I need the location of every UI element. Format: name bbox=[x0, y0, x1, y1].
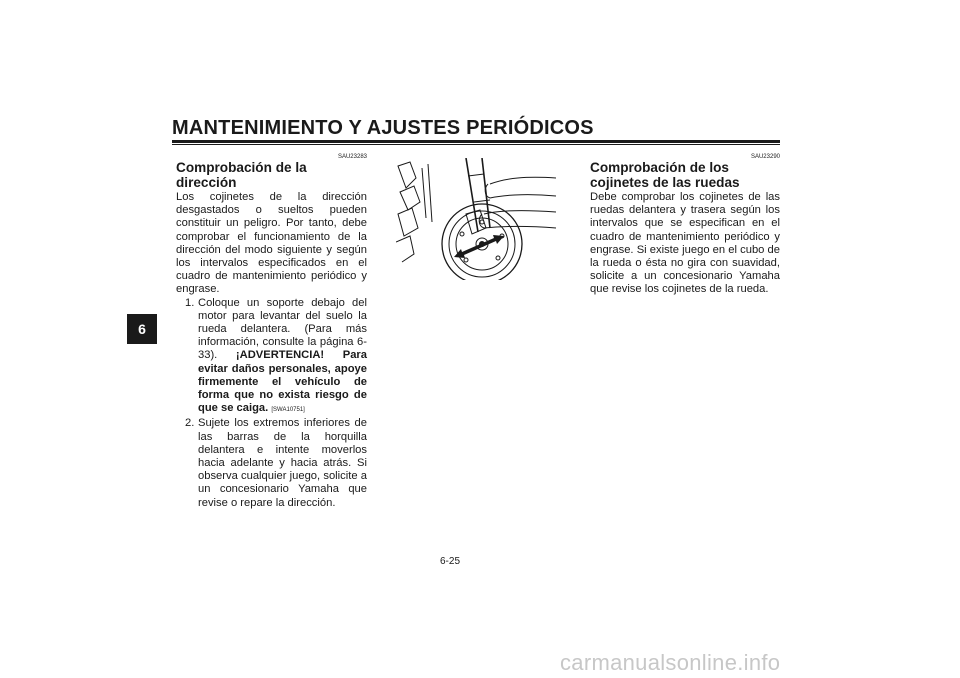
steps-list bbox=[176, 297, 367, 510]
section-heading: Comprobación de los cojinetes de las ruedas bbox=[590, 160, 740, 190]
page-title: MANTENIMIENTO Y AJUSTES PERIÓDICOS bbox=[172, 117, 594, 139]
intro-paragraph: Los cojinetes de la dirección desgastados o sueltos pueden constituir un peligro. Por tanto, debe comprobar el funcionamiento de la dirección del modo siguiente y según los intervalos especificados en el cuadro de mantenimiento periódico y engrase. bbox=[176, 191, 367, 296]
section-code: SAU23283 bbox=[337, 154, 367, 160]
fork-illustration bbox=[396, 158, 558, 280]
step-number: 2. bbox=[185, 417, 195, 430]
left-column bbox=[176, 153, 367, 510]
step-number: 1. bbox=[185, 296, 195, 309]
chapter-tab: 6 bbox=[127, 314, 157, 344]
warning-text: ¡ADVERTENCIA! Para evitar daños personales, apoye firmemente el vehículo de forma que no exista riesgo de que se caiga. bbox=[198, 349, 368, 415]
step-item bbox=[176, 417, 367, 509]
page-number: 6-25 bbox=[440, 556, 461, 567]
header-rule-thin bbox=[172, 144, 780, 145]
section-code: SAU23290 bbox=[750, 154, 780, 160]
step-item bbox=[176, 297, 367, 418]
warning-reference: [SWA10751] bbox=[271, 407, 305, 414]
step-text: Coloque un soporte debajo del motor para levantar del suelo la rueda delantera. (Para más información, consulte la página 6-33). bbox=[198, 296, 367, 362]
body-paragraph: Debe comprobar los cojinetes de las ruedas delantera y trasera según los intervalos que se especifican en el cuadro de mantenimiento periódico y engrase. Si existe juego en el cubo de la rueda o ésta no gira con suavidad, solicite a un concesionario Yamaha que revise los cojinetes de la rueda. bbox=[590, 191, 780, 296]
watermark-url[interactable]: carmanualsonline.info bbox=[560, 650, 781, 675]
section-heading: Comprobación de la dirección bbox=[176, 160, 307, 190]
step-text: Sujete los extremos inferiores de las barras de la horquilla delantera e intente moverlos hacia adelante y hacia atrás. Si observa cualquier juego, solicite a un concesionario Yamaha que revise o repare la dirección. bbox=[198, 417, 367, 509]
right-column bbox=[590, 153, 780, 297]
header-rule bbox=[172, 140, 780, 143]
